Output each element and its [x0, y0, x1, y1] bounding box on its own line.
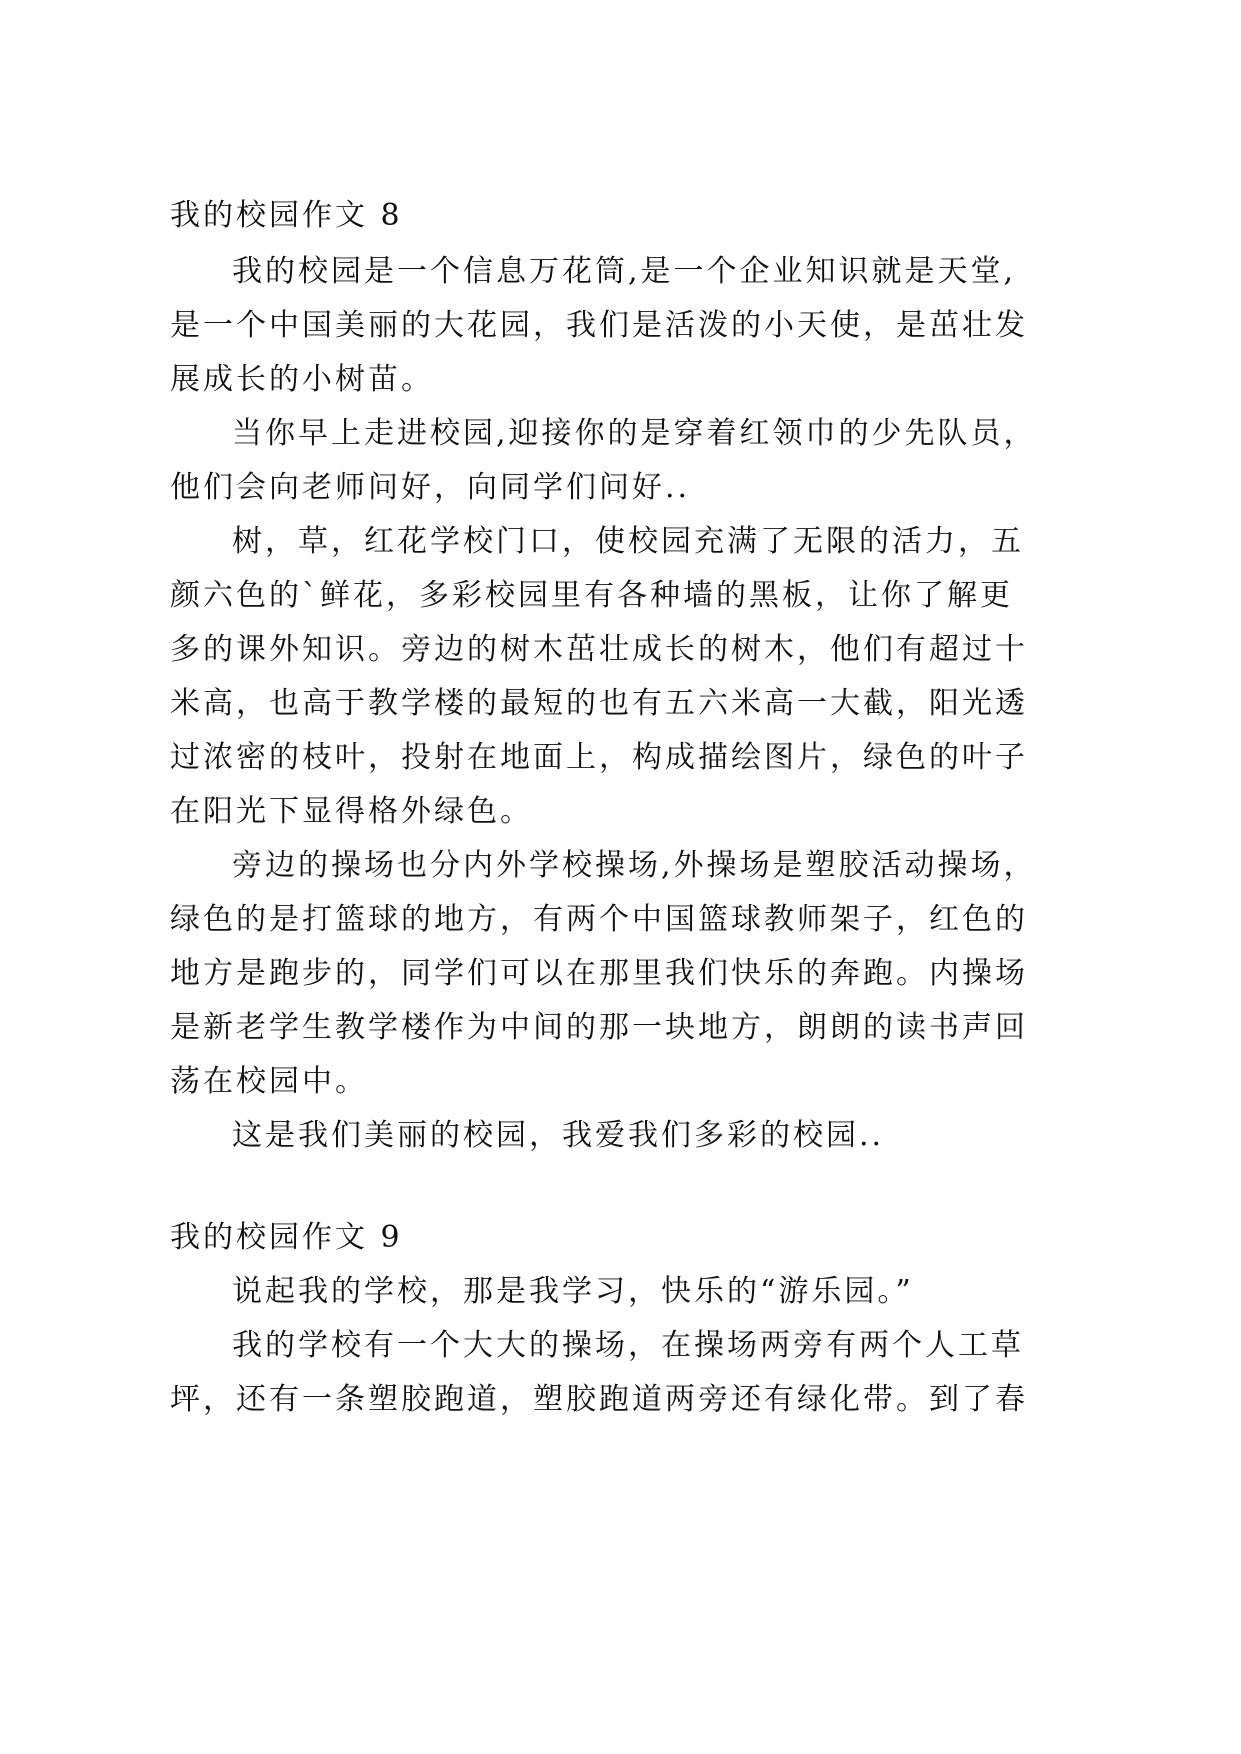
essay-8-title: 我的校园作文 8: [170, 198, 403, 233]
paragraph-line: 荡在校园中。: [170, 1064, 368, 1099]
paragraph-line: 展成长的小树苗。: [170, 362, 434, 397]
paragraph-line: 是一个中国美丽的大花园，我们是活泼的小天使，是茁壮发: [170, 308, 1028, 343]
paragraph-line: 说起我的学校，那是我学习，快乐的“游乐园。”: [232, 1274, 914, 1309]
paragraph-line: 多的课外知识。旁边的树木茁壮成长的树木，他们有超过十: [170, 632, 1028, 667]
paragraph-line: 颜六色的`鲜花，多彩校园里有各种墙的黑板，让你了解更: [170, 578, 1013, 613]
paragraph-line: 是新老学生教学楼作为中间的那一块地方，朗朗的读书声回: [170, 1010, 1028, 1045]
paragraph-line: 当你早上走进校园,迎接你的是穿着红领巾的少先队员，: [232, 416, 1037, 451]
paragraph-line: 旁边的操场也分内外学校操场,外操场是塑胶活动操场，: [232, 848, 1037, 883]
paragraph-line: 米高，也高于教学楼的最短的也有五六米高一大截，阳光透: [170, 686, 1028, 721]
paragraph-line: 树，草，红花学校门口，使校园充满了无限的活力，五: [232, 524, 1024, 559]
paragraph-line: 坪，还有一条塑胶跑道，塑胶跑道两旁还有绿化带。到了春: [170, 1382, 1028, 1417]
paragraph-line: 过浓密的枝叶，投射在地面上，构成描绘图片，绿色的叶子: [170, 740, 1028, 775]
paragraph-line: 地方是跑步的，同学们可以在那里我们快乐的奔跑。内操场: [170, 956, 1028, 991]
essay-9-title: 我的校园作文 9: [170, 1220, 403, 1255]
paragraph-line: 我的校园是一个信息万花筒,是一个企业知识就是天堂,: [232, 254, 1017, 289]
paragraph-line: 他们会向老师问好，向同学们问好..: [170, 470, 691, 505]
paragraph-line: 绿色的是打篮球的地方，有两个中国篮球教师架子，红色的: [170, 902, 1028, 937]
paragraph-line: 在阳光下显得格外绿色。: [170, 794, 533, 829]
paragraph-line: 这是我们美丽的校园，我爱我们多彩的校园..: [232, 1118, 885, 1153]
paragraph-line: 我的学校有一个大大的操场，在操场两旁有两个人工草: [232, 1328, 1024, 1363]
